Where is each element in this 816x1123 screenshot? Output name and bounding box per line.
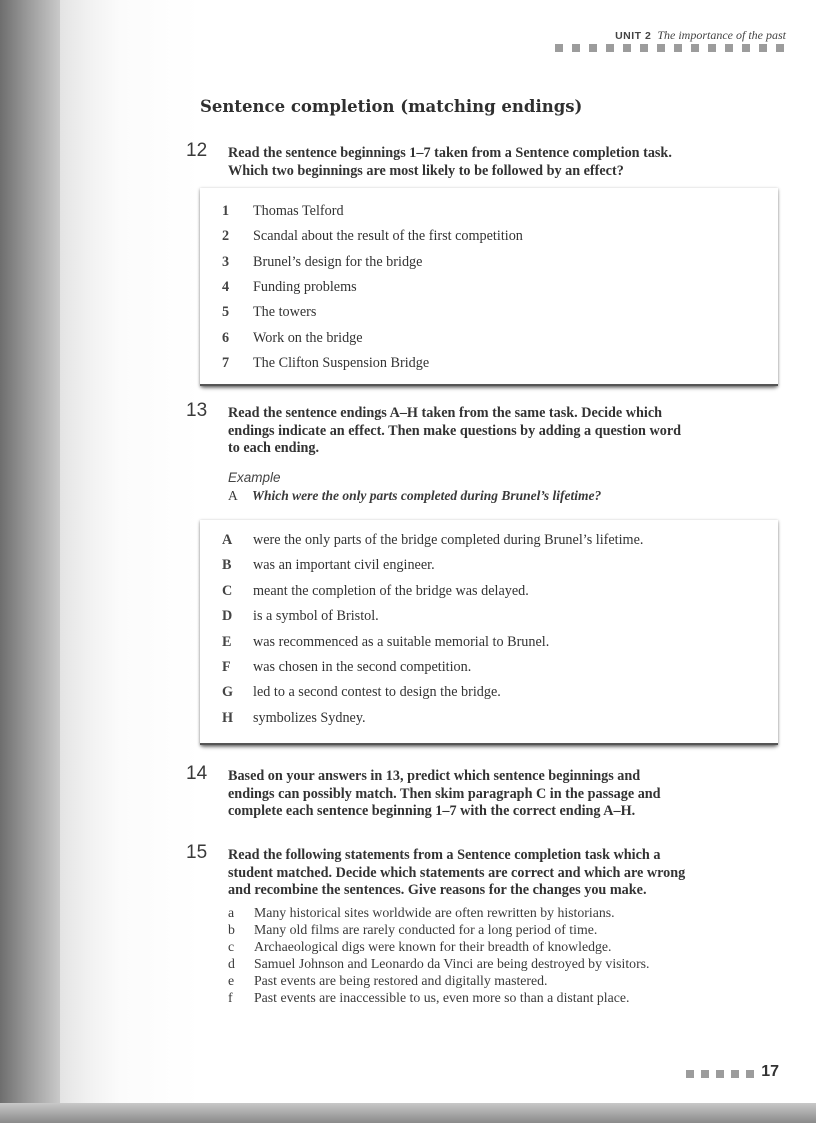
page-bottom-edge [0,1103,816,1123]
list-item: b Many old films are rarely conducted for a long period of time. [228,922,598,937]
question-12-line-2: Which two beginnings are most likely to be followed by an effect? [228,162,624,179]
question-number-14: 14 [186,763,208,784]
question-13-text [228,405,783,458]
list-item: f Past events are inaccessible to us, even more so than a distant place. [228,990,630,1005]
question-12-text [228,145,783,180]
list-item: A were the only parts of the bridge completed during Brunel’s lifetime. [222,532,644,548]
question-15-line-1: Read the following statements from a Sentence completion task which a [228,847,661,863]
endings-panel [200,520,778,745]
list-item: e Past events are being restored and digitally mastered. [228,973,548,988]
list-item: E was recommenced as a suitable memorial to Brunel. [222,634,550,650]
list-item: d Samuel Johnson and Leonardo da Vinci are being destroyed by visitors. [228,956,650,971]
question-number-15: 15 [186,842,208,863]
list-item: H symbolizes Sydney. [222,710,366,726]
list-item: C meant the completion of the bridge was delayed. [222,583,529,599]
question-number-13: 13 [186,400,208,421]
example-sentence: A Which were the only parts completed during Brunel’s lifetime? [228,488,602,503]
question-14-text: Based on your answers in 13, predict which sentence beginnings and endings can possibly match. Then skim paragraph C in the passage and complete each sentence beginning 1–7 with the correct ending A–H. [228,768,661,819]
question-number-12: 12 [186,140,208,161]
unit-title: The importance of the past [657,28,786,42]
question-13-line-3: to each ending. [228,440,320,456]
question-15-line-2: student matched. Decide which statements are correct and which are wrong [228,864,686,881]
list-item: 7 The Clifton Suspension Bridge [222,355,430,371]
question-13-line-2: endings indicate an effect. Then make questions by adding a question word [228,422,682,439]
list-item: B was an important civil engineer. [222,557,435,573]
list-item: 3 Brunel’s design for the bridge [222,254,423,270]
question-15-line-3: and recombine the sentences. Give reasons for the changes you make. [228,882,647,898]
example-label: Example [228,470,281,485]
question-15-text [228,847,783,900]
list-item: 6 Work on the bridge [222,330,363,346]
skim-keyword: skim [435,785,465,802]
question-13-line-1: Read the sentence endings A–H taken from the same task. Decide which [228,405,663,421]
unit-label: UNIT 2 [615,30,652,42]
list-item: a Many historical sites worldwide are often rewritten by historians. [228,905,615,920]
list-item: 5 The towers [222,304,317,320]
header-decoration-squares [555,44,784,52]
list-item: 4 Funding problems [222,279,357,295]
footer-decoration-squares [686,1070,754,1078]
question-12-line-1: Read the sentence beginnings 1–7 taken from a Sentence completion task. [228,145,672,161]
list-item: D is a symbol of Bristol. [222,608,379,624]
page-number: 17 [761,1063,779,1080]
question-14-line-1: Based on your answers in 13, predict which sentence beginnings and [228,768,641,784]
question-14-line-3: complete each sentence beginning 1–7 with the correct ending A–H. [228,803,636,819]
list-item: 2 Scandal about the result of the first competition [222,228,523,244]
beginnings-panel [200,188,778,386]
list-item: c Archaeological digs were known for their breadth of knowledge. [228,939,612,954]
list-item: 1 Thomas Telford [222,203,344,219]
list-item: F was chosen in the second competition. [222,659,472,675]
running-head [615,28,786,43]
section-title: Sentence completion (matching endings) [200,97,583,116]
list-item: G led to a second contest to design the bridge. [222,684,501,700]
